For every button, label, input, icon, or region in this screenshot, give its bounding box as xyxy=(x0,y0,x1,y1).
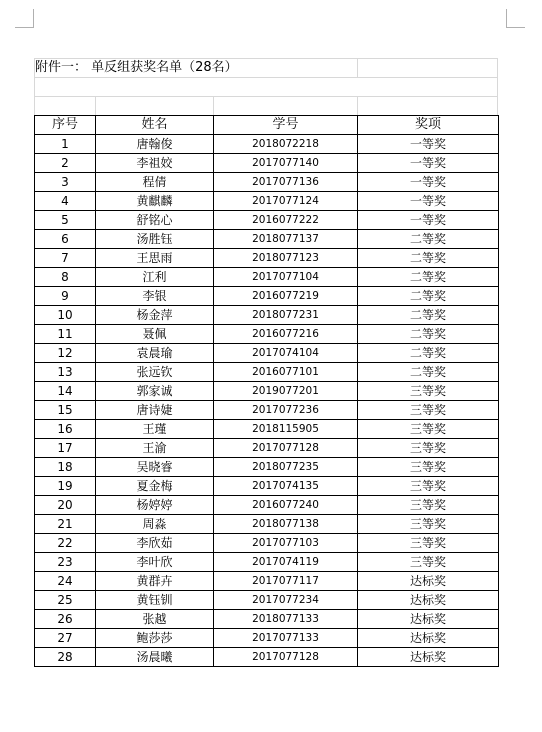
grid-line xyxy=(95,96,96,115)
cell-seq[interactable]: 26 xyxy=(35,610,96,629)
cell-award[interactable]: 三等奖 xyxy=(358,458,499,477)
cell-award[interactable]: 二等奖 xyxy=(358,268,499,287)
cell-seq[interactable]: 12 xyxy=(35,344,96,363)
table-row xyxy=(35,553,499,572)
table-row xyxy=(35,211,499,230)
header-name[interactable]: 姓名 xyxy=(96,116,214,135)
cell-award[interactable]: 一等奖 xyxy=(358,192,499,211)
cell-name[interactable]: 王渝 xyxy=(96,439,214,458)
cell-name[interactable]: 袁晨瑜 xyxy=(96,344,214,363)
table-row xyxy=(35,648,499,667)
cell-student-id[interactable]: 2017074119 xyxy=(214,553,358,572)
cell-student-id[interactable]: 2017074135 xyxy=(214,477,358,496)
cell-student-id[interactable]: 2018115905 xyxy=(214,420,358,439)
table-row xyxy=(35,363,499,382)
cell-seq[interactable]: 8 xyxy=(35,268,96,287)
cell-student-id[interactable]: 2018077235 xyxy=(214,458,358,477)
grid-line xyxy=(357,58,358,77)
crop-mark xyxy=(506,9,507,27)
cell-seq[interactable]: 18 xyxy=(35,458,96,477)
cell-award[interactable]: 三等奖 xyxy=(358,496,499,515)
table-row xyxy=(35,420,499,439)
award-table xyxy=(34,115,499,667)
cell-student-id[interactable]: 2017077124 xyxy=(214,192,358,211)
cell-award[interactable]: 二等奖 xyxy=(358,249,499,268)
table-row xyxy=(35,477,499,496)
cell-student-id[interactable]: 2017077133 xyxy=(214,629,358,648)
cell-name[interactable]: 唐翰俊 xyxy=(96,135,214,154)
table-row xyxy=(35,572,499,591)
table-row xyxy=(35,306,499,325)
cell-award[interactable]: 二等奖 xyxy=(358,325,499,344)
table-row xyxy=(35,401,499,420)
table-row xyxy=(35,325,499,344)
cell-award[interactable]: 二等奖 xyxy=(358,287,499,306)
cell-seq[interactable]: 20 xyxy=(35,496,96,515)
cell-student-id[interactable]: 2017077234 xyxy=(214,591,358,610)
cell-award[interactable]: 二等奖 xyxy=(358,230,499,249)
grid-line xyxy=(34,77,498,78)
cell-name[interactable]: 江利 xyxy=(96,268,214,287)
grid-line xyxy=(497,58,498,115)
cell-student-id[interactable]: 2018072218 xyxy=(214,135,358,154)
cell-student-id[interactable]: 2017077103 xyxy=(214,534,358,553)
cell-award[interactable]: 三等奖 xyxy=(358,515,499,534)
cell-seq[interactable]: 1 xyxy=(35,135,96,154)
cell-name[interactable]: 黄钰钏 xyxy=(96,591,214,610)
cell-seq[interactable]: 23 xyxy=(35,553,96,572)
table-row xyxy=(35,249,499,268)
crop-mark xyxy=(506,27,525,28)
cell-name[interactable]: 程倩 xyxy=(96,173,214,192)
cell-name[interactable]: 杨金萍 xyxy=(96,306,214,325)
cell-seq[interactable]: 27 xyxy=(35,629,96,648)
cell-student-id[interactable]: 2016077219 xyxy=(214,287,358,306)
cell-student-id[interactable]: 2016077240 xyxy=(214,496,358,515)
cell-seq[interactable]: 10 xyxy=(35,306,96,325)
cell-seq[interactable]: 14 xyxy=(35,382,96,401)
cell-award[interactable]: 三等奖 xyxy=(358,401,499,420)
cell-student-id[interactable]: 2019077201 xyxy=(214,382,358,401)
cell-student-id[interactable]: 2017077104 xyxy=(214,268,358,287)
cell-student-id[interactable]: 2018077123 xyxy=(214,249,358,268)
cell-student-id[interactable]: 2016077101 xyxy=(214,363,358,382)
cell-award[interactable]: 二等奖 xyxy=(358,306,499,325)
cell-name[interactable]: 唐诗婕 xyxy=(96,401,214,420)
crop-mark xyxy=(33,9,34,27)
cell-award[interactable]: 达标奖 xyxy=(358,591,499,610)
cell-seq[interactable]: 3 xyxy=(35,173,96,192)
table-row xyxy=(35,629,499,648)
cell-award[interactable]: 达标奖 xyxy=(358,572,499,591)
cell-seq[interactable]: 28 xyxy=(35,648,96,667)
cell-name[interactable]: 黄群卉 xyxy=(96,572,214,591)
grid-line xyxy=(34,96,498,97)
cell-seq[interactable]: 6 xyxy=(35,230,96,249)
cell-seq[interactable]: 24 xyxy=(35,572,96,591)
table-body xyxy=(35,135,499,667)
cell-seq[interactable]: 9 xyxy=(35,287,96,306)
cell-seq[interactable]: 5 xyxy=(35,211,96,230)
table-row xyxy=(35,287,499,306)
table-row xyxy=(35,154,499,173)
cell-award[interactable]: 三等奖 xyxy=(358,420,499,439)
header-seq[interactable]: 序号 xyxy=(35,116,96,135)
cell-name[interactable]: 周淼 xyxy=(96,515,214,534)
cell-student-id[interactable]: 2017077117 xyxy=(214,572,358,591)
table-row xyxy=(35,496,499,515)
cell-student-id[interactable]: 2017077136 xyxy=(214,173,358,192)
cell-award[interactable]: 三等奖 xyxy=(358,439,499,458)
cell-name[interactable]: 李叶欣 xyxy=(96,553,214,572)
cell-seq[interactable]: 22 xyxy=(35,534,96,553)
cell-student-id[interactable]: 2017077236 xyxy=(214,401,358,420)
cell-award[interactable]: 达标奖 xyxy=(358,610,499,629)
cell-name[interactable]: 聂佩 xyxy=(96,325,214,344)
table-row xyxy=(35,135,499,154)
cell-name[interactable]: 汤晨曦 xyxy=(96,648,214,667)
table-row xyxy=(35,344,499,363)
cell-student-id[interactable]: 2017077140 xyxy=(214,154,358,173)
cell-seq[interactable]: 2 xyxy=(35,154,96,173)
table-header-row xyxy=(35,116,499,135)
table-row xyxy=(35,534,499,553)
cell-student-id[interactable]: 2016077216 xyxy=(214,325,358,344)
cell-name[interactable]: 王思雨 xyxy=(96,249,214,268)
cell-award[interactable]: 达标奖 xyxy=(358,629,499,648)
cell-award[interactable]: 三等奖 xyxy=(358,553,499,572)
table-row xyxy=(35,230,499,249)
cell-award[interactable]: 一等奖 xyxy=(358,135,499,154)
table-row xyxy=(35,515,499,534)
cell-award[interactable]: 二等奖 xyxy=(358,344,499,363)
grid-line xyxy=(357,96,358,115)
cell-award[interactable]: 二等奖 xyxy=(358,363,499,382)
cell-seq[interactable]: 19 xyxy=(35,477,96,496)
cell-name[interactable]: 汤胜钰 xyxy=(96,230,214,249)
cell-name[interactable]: 夏金梅 xyxy=(96,477,214,496)
cell-seq[interactable]: 16 xyxy=(35,420,96,439)
cell-award[interactable]: 一等奖 xyxy=(358,211,499,230)
cell-seq[interactable]: 4 xyxy=(35,192,96,211)
cell-award[interactable]: 三等奖 xyxy=(358,534,499,553)
cell-student-id[interactable]: 2017074104 xyxy=(214,344,358,363)
cell-student-id[interactable]: 2016077222 xyxy=(214,211,358,230)
cell-name[interactable]: 张越 xyxy=(96,610,214,629)
cell-seq[interactable]: 25 xyxy=(35,591,96,610)
cell-name[interactable]: 李欣茹 xyxy=(96,534,214,553)
cell-student-id[interactable]: 2018077231 xyxy=(214,306,358,325)
grid-line xyxy=(213,96,214,115)
cell-student-id[interactable]: 2017077128 xyxy=(214,439,358,458)
cell-name[interactable]: 舒铭心 xyxy=(96,211,214,230)
cell-name[interactable]: 吴晓睿 xyxy=(96,458,214,477)
cell-seq[interactable]: 15 xyxy=(35,401,96,420)
cell-award[interactable]: 一等奖 xyxy=(358,173,499,192)
cell-seq[interactable]: 21 xyxy=(35,515,96,534)
cell-student-id[interactable]: 2018077138 xyxy=(214,515,358,534)
table-row xyxy=(35,610,499,629)
cell-name[interactable]: 张远钦 xyxy=(96,363,214,382)
table-row xyxy=(35,382,499,401)
cell-name[interactable]: 王瑾 xyxy=(96,420,214,439)
table-row xyxy=(35,458,499,477)
cell-award[interactable]: 三等奖 xyxy=(358,382,499,401)
table-row xyxy=(35,439,499,458)
table-row xyxy=(35,192,499,211)
cell-name[interactable]: 黄麒麟 xyxy=(96,192,214,211)
cell-seq[interactable]: 11 xyxy=(35,325,96,344)
table-row xyxy=(35,173,499,192)
cell-name[interactable]: 李祖姣 xyxy=(96,154,214,173)
cell-seq[interactable]: 7 xyxy=(35,249,96,268)
cell-award[interactable]: 达标奖 xyxy=(358,648,499,667)
title-area xyxy=(34,58,498,115)
cell-award[interactable]: 一等奖 xyxy=(358,154,499,173)
header-award[interactable]: 奖项 xyxy=(358,116,499,135)
cell-seq[interactable]: 17 xyxy=(35,439,96,458)
cell-name[interactable]: 李银 xyxy=(96,287,214,306)
table-row xyxy=(35,268,499,287)
cell-student-id[interactable]: 2018077137 xyxy=(214,230,358,249)
cell-student-id[interactable]: 2018077133 xyxy=(214,610,358,629)
cell-name[interactable]: 杨婷婷 xyxy=(96,496,214,515)
crop-mark xyxy=(15,27,34,28)
cell-award[interactable]: 三等奖 xyxy=(358,477,499,496)
header-student-id[interactable]: 学号 xyxy=(214,116,358,135)
cell-seq[interactable]: 13 xyxy=(35,363,96,382)
document-title[interactable]: 附件一： 单反组获奖名单（28名） xyxy=(35,60,238,75)
table-row xyxy=(35,591,499,610)
cell-student-id[interactable]: 2017077128 xyxy=(214,648,358,667)
cell-name[interactable]: 鲍莎莎 xyxy=(96,629,214,648)
cell-name[interactable]: 郭家诚 xyxy=(96,382,214,401)
